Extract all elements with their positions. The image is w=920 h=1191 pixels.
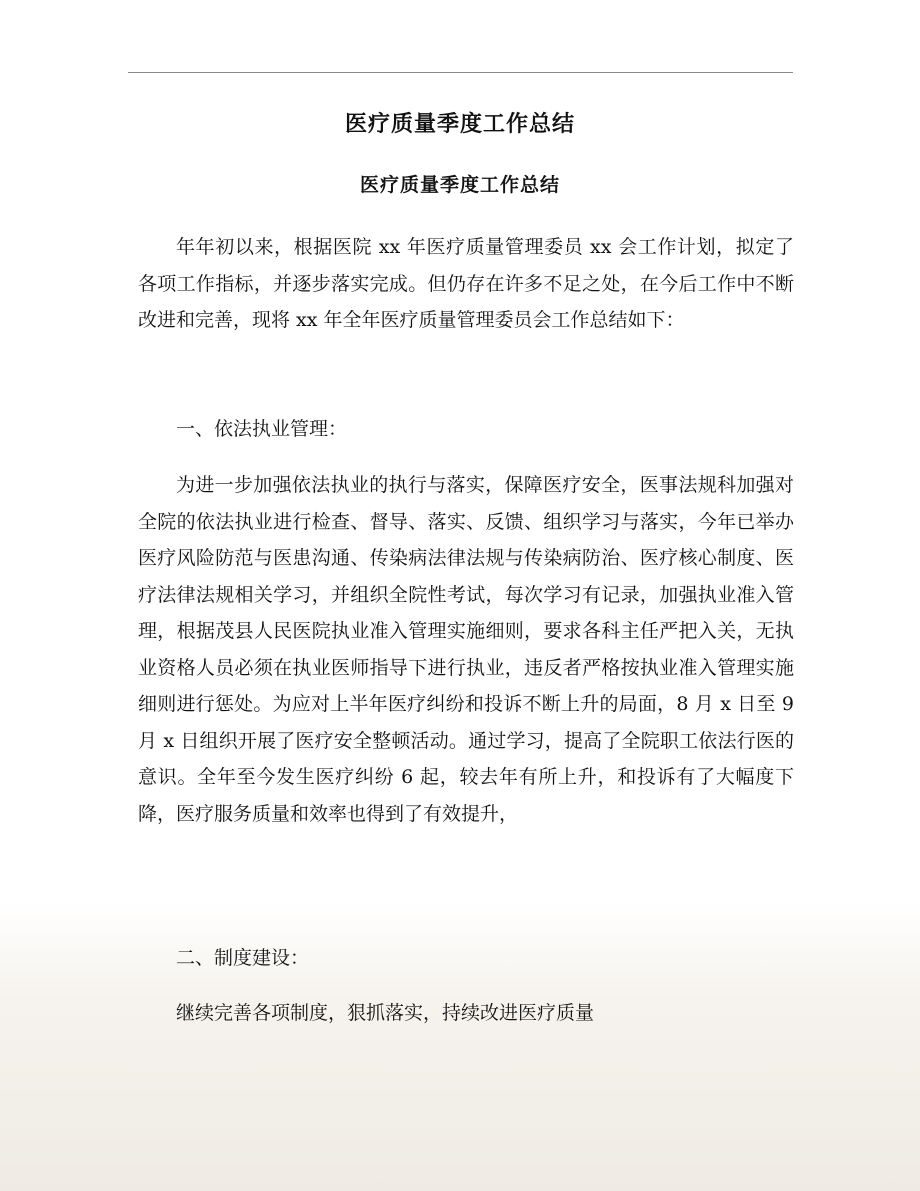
section-2-paragraph: 继续完善各项制度，狠抓落实，持续改进医疗质量 xyxy=(176,1002,595,1024)
document-subtitle: 医疗质量季度工作总结 xyxy=(359,174,560,196)
intro-paragraph: 年年初以来，根据医院 xx 年医疗质量管理委员 xx 会工作计划，拟定了各项工作指标，并逐步落实完成。但仍存在许多不足之处，在今后工作中不断改进和完善，现将 xx 年全年医疗质量管理委员会工作总结如下： xyxy=(138,236,794,331)
section-heading-2: 二、制度建设： xyxy=(176,947,310,969)
document-title: 医疗质量季度工作总结 xyxy=(344,111,575,137)
header-rule xyxy=(128,72,793,73)
section-heading-1: 一、依法执业管理： xyxy=(176,418,348,440)
section-1-paragraph: 为进一步加强依法执业的执行与落实，保障医疗安全，医事法规科加强对全院的依法执业进行检查、督导、落实、反馈、组织学习与落实，今年已举办医疗风险防范与医患沟通、传染病法律法规与传染病防治、医疗核心制度、医疗法律法规相关学习，并组织全院性考试，每次学习有记录，加强执业准入管理，根据茂县人民医院执业准入管理实施细则，要求各科主任严把入关，无执业资格人员必须在执业医师指导下进行执业，违反者严格按执业准入管理实施细则进行惩处。为应对上半年医疗纠纷和投诉不断上升的局面，8 月 x 日至 9 月 x 日组织开展了医疗安全整顿活动。通过学习，提高了全院职工依法行医的意识。全年至今发生医疗纠纷 6 起，较去年有所上升，和投诉有了大幅度下降，医疗服务质量和效率也得到了有效提升， xyxy=(138,474,794,825)
